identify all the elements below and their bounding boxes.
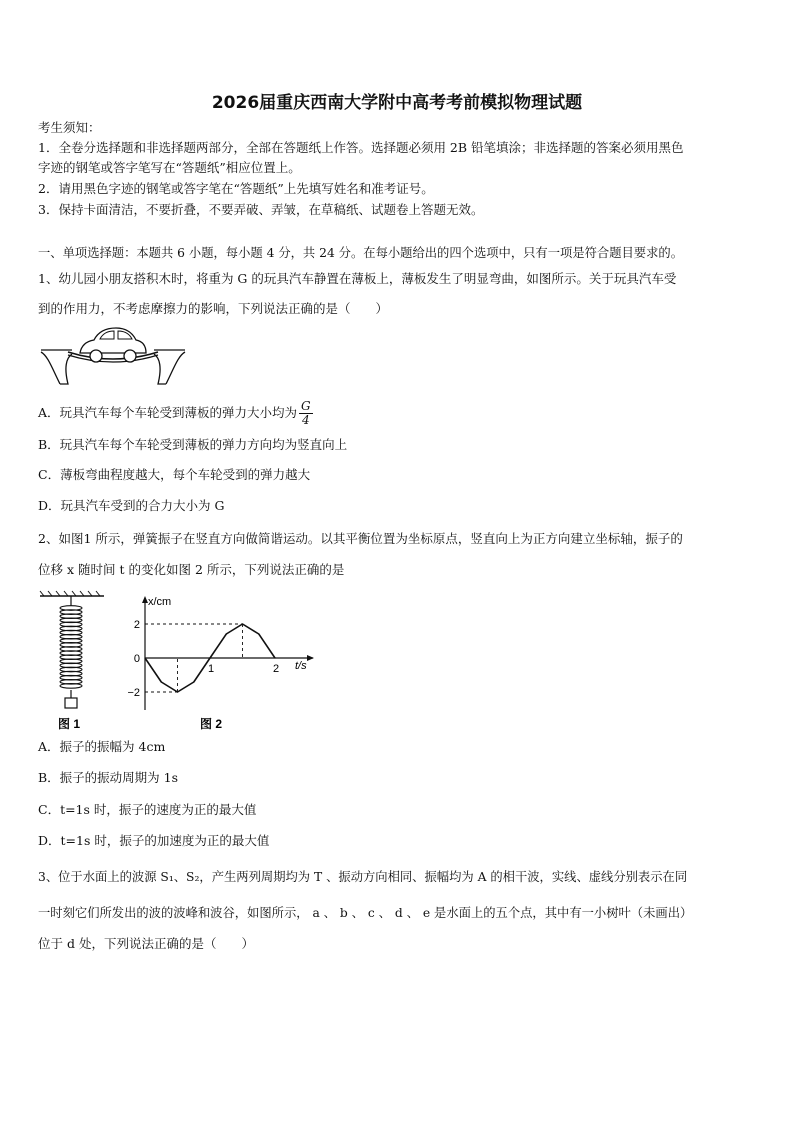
- q1-option-c: C．薄板弯曲程度越大，每个车轮受到的弹力越大: [38, 467, 311, 482]
- q1-stem: 到的作用力，不考虑摩擦力的影响，下列说法正确的是（ ）: [38, 301, 389, 316]
- notice-line: 3．保持卡面清洁，不要折叠，不要弄破、弄皱，在草稿纸、试题卷上答题无效。: [38, 202, 484, 217]
- q1-option-a-text: A．玩具汽车每个车轮受到薄板的弹力大小均为: [38, 405, 298, 420]
- fraction-numerator: G: [301, 399, 311, 413]
- data-point: [144, 657, 145, 658]
- y-axis-label: x/cm: [148, 596, 172, 608]
- q3-stem: 一时刻它们所发出的波的波峰和波谷，如图所示， a 、 b 、 c 、 d 、 e 是水面上的五个点，其中有一小树叶（未画出）: [38, 906, 693, 920]
- x-axis-label: t/s: [295, 660, 307, 672]
- notice-heading: 考生须知：: [38, 120, 101, 135]
- q2-option-b: B．振子的振动周期为 1s: [38, 770, 179, 785]
- fig1-label: 图 1: [58, 717, 81, 731]
- data-point: [258, 633, 259, 634]
- q1-option-a: [38, 400, 313, 427]
- q2-stem: 位移 x 随时间 t 的变化如图 2 所示，下列说法正确的是: [38, 562, 345, 577]
- data-point: [161, 681, 162, 682]
- q3-stem: 3、位于水面上的波源 S₁、S₂，产生两列周期均为 T 、振动方向相同、振幅均为 A 的相干波，实线、虚线分别表示在同: [38, 870, 688, 884]
- q2-option-d: D．t=1s 时，振子的加速度为正的最大值: [38, 833, 270, 848]
- data-point: [177, 691, 178, 692]
- y-tick-label: −2: [127, 687, 140, 699]
- spring-oscillator-figure: [38, 590, 108, 735]
- y-tick-label: 0: [133, 653, 140, 665]
- data-point: [242, 623, 243, 624]
- q1-option-b: B．玩具汽车每个车轮受到薄板的弹力方向均为竖直向上: [38, 437, 348, 452]
- data-point: [209, 657, 210, 658]
- data-point: [193, 681, 194, 682]
- page-title: 2026届重庆西南大学附中高考考前模拟物理试题: [211, 93, 583, 113]
- notice-line: 1．全卷分选择题和非选择题两部分，全部在答题纸上作答。选择题必须用 2B 铅笔填涂；非选择题的答案必须用黑色: [38, 140, 684, 155]
- notice-line: 字迹的钢笔或答字笔写在“答题纸”相应位置上。: [38, 160, 301, 175]
- y-tick-label: 2: [133, 619, 140, 631]
- q2-stem: 2、如图1 所示，弹簧振子在竖直方向做简谐运动。以其平衡位置为坐标原点，竖直向上为正方向建立坐标轴，振子的: [38, 531, 683, 546]
- q2-option-a: A．振子的振幅为 4cm: [38, 739, 166, 754]
- section-heading: 一、单项选择题：本题共 6 小题，每小题 4 分，共 24 分。在每小题给出的四个选项中，只有一项是符合题目要求的。: [38, 246, 683, 260]
- displacement-time-chart: [120, 592, 330, 734]
- fraction: [299, 400, 313, 427]
- q1-stem: 1、幼儿园小朋友搭积木时，将重为 G 的玩具汽车静置在薄板上，薄板发生了明显弯曲，如图所示。关于玩具汽车受: [38, 271, 677, 286]
- q2-option-c: C．t=1s 时，振子的速度为正的最大值: [38, 802, 257, 817]
- x-tick-label: 1: [207, 663, 215, 675]
- data-point: [226, 633, 227, 634]
- car-on-board-figure: [38, 324, 188, 386]
- fraction-denominator: 4: [302, 413, 310, 427]
- x-tick-label: 2: [272, 663, 280, 675]
- fig2-label: 图 2: [200, 717, 223, 731]
- data-point: [274, 657, 275, 658]
- q3-stem: 位于 d 处，下列说法正确的是（ ）: [38, 936, 254, 951]
- q1-option-d: D．玩具汽车受到的合力大小为 G: [38, 498, 225, 513]
- notice-line: 2．请用黑色字迹的钢笔或答字笔在“答题纸”上先填写姓名和准考证号。: [38, 181, 434, 196]
- x-axis-arrow: [307, 655, 314, 661]
